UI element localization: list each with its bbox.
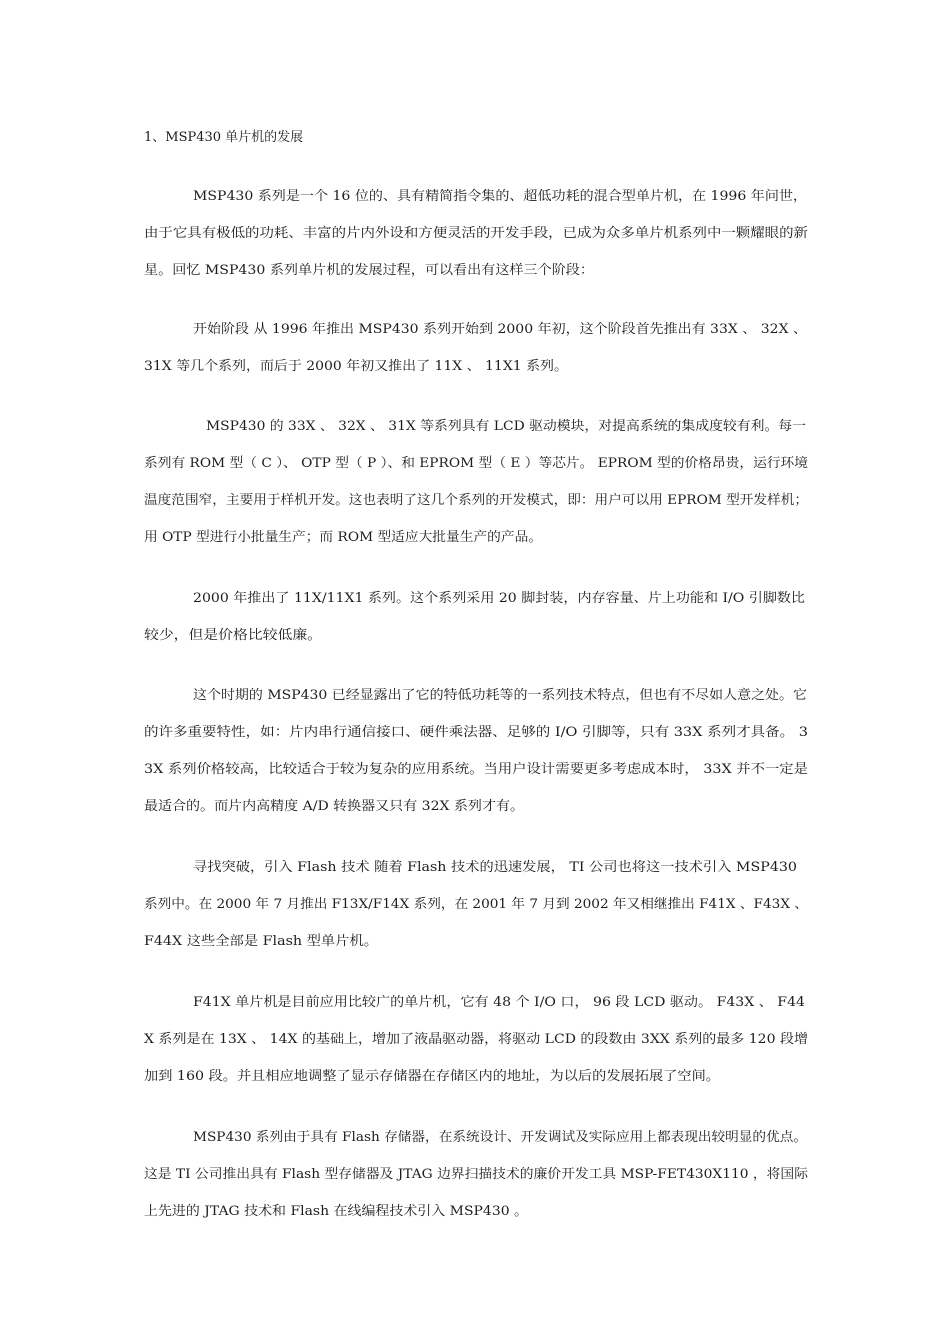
paragraph-line: MSP430 的 33X 、 32X 、 31X 等系列具有 LCD 驱动模块，对提高系统的集成度较有利。每一 [206, 419, 806, 434]
paragraph-line: 31X 等几个系列，而后于 2000 年初又推出了 11X 、 11X1 系列。 [144, 359, 568, 374]
paragraph-line: MSP430 系列由于具有 Flash 存储器，在系统设计、开发调试及实际应用上都表现出较明显的优点。 [193, 1130, 808, 1145]
paragraph-line: F41X 单片机是目前应用比较广的单片机，它有 48 个 I/O 口， 96 段 LCD 驱动。 F43X 、 F44 [193, 995, 805, 1010]
paragraph-6 [144, 858, 809, 969]
paragraph-line: 这个时期的 MSP430 已经显露出了它的特低功耗等的一系列技术特点，但也有不尽如人意之处。它 [193, 688, 807, 703]
paragraph-line: X 系列是在 13X 、 14X 的基础上，增加了液晶驱动器，将驱动 LCD 的段数由 3XX 系列的最多 120 段增 [144, 1032, 808, 1047]
paragraph-2 [144, 320, 809, 394]
section-heading: 1、MSP430 单片机的发展 [144, 130, 304, 145]
paragraph-line: 用 OTP 型进行小批量生产；而 ROM 型适应大批量生产的产品。 [144, 530, 542, 545]
paragraph-line: 系列有 ROM 型（ C ）、 OTP 型（ P ）、和 EPROM 型（ E ）等芯片。 EPROM 型的价格昂贵，运行环境 [144, 456, 808, 471]
paragraph-line: 系列中。在 2000 年 7 月推出 F13X/F14X 系列，在 2001 年 7 月到 2002 年又相继推出 F41X 、F43X 、 [144, 897, 808, 912]
paragraph-line: 2000 年推出了 11X/11X1 系列。这个系列采用 20 脚封装，内存容量、片上功能和 I/O 引脚数比 [193, 591, 805, 606]
paragraph-line: 的许多重要特性，如：片内串行通信接口、硬件乘法器、足够的 I/O 引脚等，只有 33X 系列才具备。 3 [144, 725, 808, 740]
paragraph-8 [144, 1128, 809, 1239]
paragraph-5 [144, 686, 809, 834]
paragraph-line: F44X 这些全部是 Flash 型单片机。 [144, 934, 378, 949]
paragraph-line: 温度范围窄，主要用于样机开发。这也表明了这几个系列的开发模式，即：用户可以用 EPROM 型开发样机； [144, 493, 808, 508]
paragraph-7 [144, 993, 809, 1104]
paragraph-line: 加到 160 段。并且相应地调整了显示存储器在存储区内的地址，为以后的发展拓展了空间。 [144, 1069, 720, 1084]
paragraph-line: 这是 TI 公司推出具有 Flash 型存储器及 JTAG 边界扫描技术的廉价开发工具 MSP-FET430X110 ，将国际 [144, 1167, 808, 1182]
paragraph-line: 较少，但是价格比较低廉。 [144, 628, 322, 643]
paragraph-line: 星。回忆 MSP430 系列单片机的发展过程，可以看出有这样三个阶段： [144, 263, 594, 278]
paragraph-line: 上先进的 JTAG 技术和 Flash 在线编程技术引入 MSP430 。 [144, 1204, 528, 1219]
paragraph-1 [144, 187, 809, 298]
paragraph-line: 3X 系列价格较高，比较适合于较为复杂的应用系统。当用户设计需要更多考虑成本时， 33X 并不一定是 [144, 762, 808, 777]
paragraph-4 [144, 589, 809, 663]
paragraph-line: MSP430 系列是一个 16 位的、具有精简指令集的、超低功耗的混合型单片机，在 1996 年问世， [193, 189, 807, 204]
paragraph-3 [144, 417, 809, 565]
paragraph-line: 由于它具有极低的功耗、丰富的片内外设和方便灵活的开发手段，已成为众多单片机系列中一颗耀眼的新 [144, 226, 808, 241]
paragraph-line: 最适合的。而片内高精度 A/D 转换器又只有 32X 系列才有。 [144, 799, 524, 814]
paragraph-line: 寻找突破，引入 Flash 技术 随着 Flash 技术的迅速发展， TI 公司也将这一技术引入 MSP430 [193, 860, 797, 875]
paragraph-line: 开始阶段 从 1996 年推出 MSP430 系列开始到 2000 年初，这个阶段首先推出有 33X 、 32X 、 [193, 322, 807, 337]
